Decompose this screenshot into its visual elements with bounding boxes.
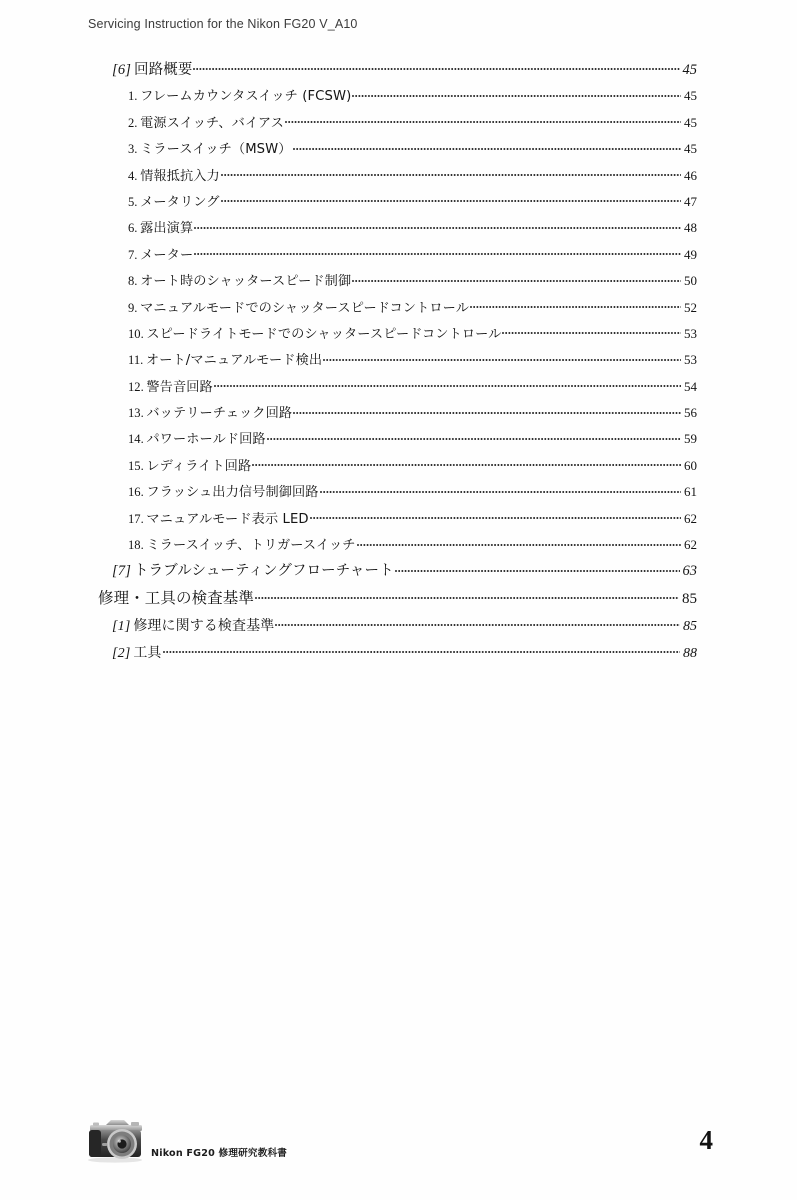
toc-entry-tag: [2] (112, 645, 131, 661)
toc-entry[interactable] (0, 614, 797, 641)
toc-entry-title: トラブルシューティングフローチャート (134, 563, 394, 580)
toc-entry-label (128, 376, 213, 395)
toc-entry-label (128, 297, 469, 316)
toc-entry-label (128, 191, 220, 210)
toc-leader-dots (320, 480, 681, 496)
toc-entry[interactable] (0, 164, 797, 190)
toc-entry-number: 16. (128, 485, 144, 500)
toc-entry-page: 50 (684, 273, 697, 289)
toc-entry-page: 47 (684, 193, 697, 209)
toc-entry-number: 13. (128, 406, 144, 421)
toc-entry-title: 情報抵抗入力 (140, 168, 220, 184)
toc-entry-title: 修理・工具の検査基準 (98, 588, 255, 607)
toc-entry-label (128, 508, 309, 527)
toc-entry-title: フラッシュ出力信号制御回路 (146, 485, 319, 501)
toc-entry-title: 電源スイッチ、バイアス (140, 115, 284, 131)
toc-entry-number: 7. (128, 247, 138, 262)
toc-leader-dots (194, 243, 681, 259)
toc-entry-page: 45 (684, 88, 697, 104)
toc-entry-title: 修理に関する検査基準 (133, 617, 275, 634)
toc-entry[interactable] (0, 137, 797, 163)
toc-entry-number: 3. (128, 142, 138, 157)
toc-entry-page: 48 (684, 220, 697, 236)
toc-entry[interactable] (0, 454, 797, 480)
toc-entry[interactable] (0, 533, 797, 559)
toc-entry-label (128, 244, 193, 263)
toc-entry-label (128, 217, 193, 236)
toc-leader-dots (194, 216, 681, 232)
toc-entry-page: 45 (684, 141, 697, 157)
toc-entry-title: レディライト回路 (146, 458, 252, 474)
toc-entry[interactable] (0, 480, 797, 506)
toc-entry[interactable] (0, 427, 797, 453)
toc-entry-title: マニュアルモード表示 LED (146, 511, 309, 527)
slr-camera-photo-icon (84, 1118, 146, 1164)
footer-caption: Nikon FG20 修理研究教科書 (151, 1148, 288, 1159)
toc-leader-dots (293, 137, 681, 153)
toc-entry-label (128, 323, 501, 342)
toc-entry[interactable] (0, 641, 797, 668)
toc-leader-dots (252, 454, 681, 470)
toc-leader-dots (470, 296, 681, 312)
toc-entry-title: メータリング (140, 194, 220, 210)
toc-leader-dots (221, 164, 681, 180)
footer-brand (84, 1118, 287, 1164)
toc-entry-title: オート/マニュアルモード検出 (145, 353, 323, 369)
toc-entry-tag: [7] (112, 563, 132, 580)
toc-entry-number: 12. (128, 379, 144, 394)
toc-entry[interactable] (0, 296, 797, 322)
toc-leader-dots (214, 375, 681, 391)
toc-entry-number: 14. (128, 432, 144, 447)
toc-leader-dots (255, 587, 679, 603)
toc-entry-page: 59 (684, 431, 697, 447)
toc-entry-title: 工具 (133, 644, 162, 661)
toc-entry-title: ミラースイッチ（MSW） (140, 142, 292, 158)
toc-leader-dots (293, 401, 681, 417)
toc-leader-dots (285, 111, 681, 127)
toc-entry-label (128, 112, 284, 131)
toc-entry[interactable] (0, 322, 797, 348)
toc-entry-label (112, 559, 394, 580)
toc-entry-number: 9. (128, 300, 138, 315)
toc-entry-title: マニュアルモードでのシャッタースピードコントロール (140, 300, 469, 316)
toc-entry-tag: [6] (112, 62, 132, 78)
toc-entry-title: 警告音回路 (146, 379, 213, 395)
toc-entry-label (112, 615, 274, 635)
toc-entry-page: 85 (682, 590, 697, 607)
toc-leader-dots (193, 58, 679, 74)
toc-entry-number: 8. (128, 274, 138, 289)
toc-entry-label (128, 402, 292, 421)
toc-entry-number: 4. (128, 168, 138, 183)
toc-entry-page: 52 (684, 299, 697, 315)
toc-entry-label (128, 428, 266, 447)
toc-entry-title: スピードライトモードでのシャッタースピードコントロール (146, 326, 502, 342)
toc-leader-dots (310, 507, 681, 523)
toc-entry-page: 60 (684, 457, 697, 473)
toc-entry[interactable] (0, 84, 797, 110)
toc-entry[interactable] (0, 190, 797, 216)
toc-leader-dots (323, 348, 681, 364)
toc-entry-title: オート時のシャッタースピード制御 (140, 274, 352, 290)
toc-entry-page: 54 (684, 378, 697, 394)
toc-entry-title: 露出演算 (140, 221, 194, 237)
toc-entry-tag: [1] (112, 618, 131, 634)
toc-entry-page: 88 (683, 645, 697, 661)
toc-entry-number: 11. (128, 353, 144, 368)
toc-entry-label (128, 138, 292, 157)
toc-entry-title: パワーホールド回路 (146, 432, 266, 448)
toc-entry-page: 45 (682, 62, 697, 78)
toc-entry-label (128, 270, 351, 289)
toc-entry-page: 63 (682, 563, 697, 580)
toc-entry-page: 49 (684, 246, 697, 262)
toc-entry[interactable] (0, 375, 797, 401)
toc-entry-label (128, 349, 322, 368)
toc-entry-page: 56 (684, 405, 697, 421)
toc-entry[interactable] (0, 348, 797, 374)
toc-entry[interactable] (0, 269, 797, 295)
toc-entry-number: 6. (128, 221, 138, 236)
toc-entry-label (98, 586, 254, 608)
toc-entry-title: バッテリーチェック回路 (146, 406, 293, 422)
toc-entry-label (112, 58, 192, 79)
toc-entry-label (128, 455, 251, 474)
toc-entry-page: 61 (684, 484, 697, 500)
toc-entry[interactable] (0, 559, 797, 585)
toc-leader-dots (221, 190, 681, 206)
toc-entry-page: 53 (684, 325, 697, 341)
toc-entry[interactable] (0, 586, 797, 614)
toc-entry[interactable] (0, 58, 797, 84)
toc-leader-dots (357, 533, 681, 549)
toc-entry-number: 1. (128, 89, 138, 104)
toc-leader-dots (275, 614, 680, 630)
toc-entry-title: 回路概要 (134, 62, 193, 78)
toc-leader-dots (352, 269, 681, 285)
toc-entry-title: フレームカウンタスイッチ (FCSW) (140, 89, 352, 105)
toc-leader-dots (395, 559, 680, 575)
toc-entry[interactable] (0, 216, 797, 242)
toc-entry[interactable] (0, 507, 797, 533)
toc-entry-page: 45 (684, 114, 697, 130)
toc-entry-page: 46 (684, 167, 697, 183)
page-number: 4 (699, 1125, 713, 1155)
toc-entry[interactable] (0, 243, 797, 269)
toc-leader-dots (352, 84, 681, 100)
toc-entry-label (128, 534, 356, 553)
toc-entry-number: 2. (128, 115, 138, 130)
toc-entry-number: 15. (128, 458, 144, 473)
toc-entry-label (112, 642, 162, 662)
toc-leader-dots (267, 427, 681, 443)
toc-entry-title: メーター (140, 247, 194, 263)
toc-entry-page: 62 (684, 537, 697, 553)
toc-entry-number: 18. (128, 538, 144, 553)
toc-entry-label (128, 481, 319, 500)
toc-leader-dots (502, 322, 681, 338)
toc-entry[interactable] (0, 111, 797, 137)
toc-entry-number: 17. (128, 511, 144, 526)
toc-entry-page: 62 (684, 510, 697, 526)
toc-entry-page: 53 (684, 352, 697, 368)
toc-entry-label (128, 165, 220, 184)
toc-entry-page: 85 (683, 618, 697, 634)
running-header: Servicing Instruction for the Nikon FG20 V_A10 (88, 17, 358, 31)
toc-entry-number: 10. (128, 326, 144, 341)
page-footer (0, 1118, 797, 1188)
toc-entry-title: ミラースイッチ、トリガースイッチ (146, 538, 356, 554)
table-of-contents (0, 58, 797, 668)
toc-leader-dots (163, 641, 680, 657)
toc-entry-number: 5. (128, 194, 138, 209)
toc-entry-label (128, 85, 351, 104)
toc-entry[interactable] (0, 401, 797, 427)
